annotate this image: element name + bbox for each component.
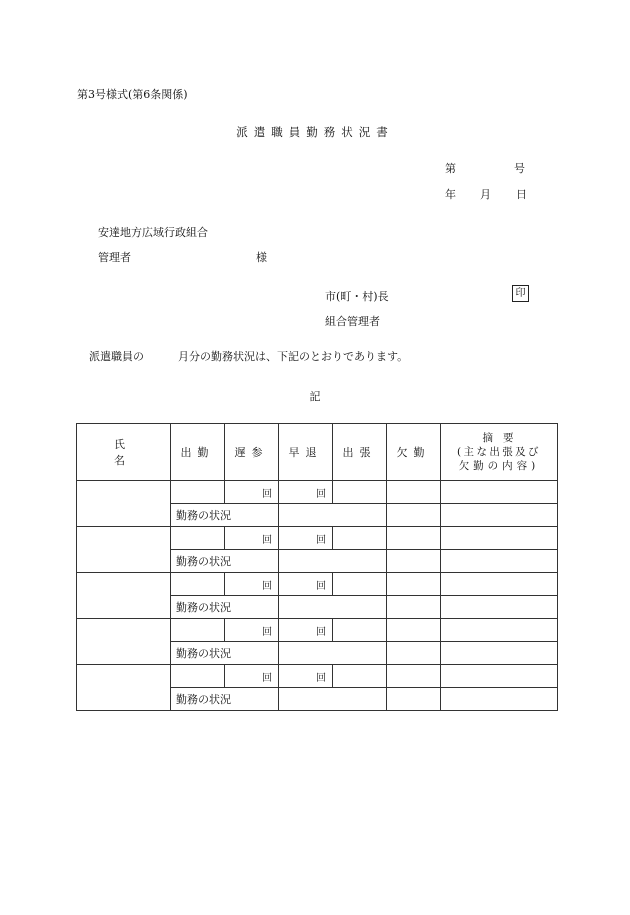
early-leave-count-cell[interactable]: 回 bbox=[279, 481, 333, 504]
absence-status-cell[interactable] bbox=[387, 688, 441, 711]
business-trip-cell[interactable] bbox=[333, 481, 387, 504]
document-title: 派遣職員勤務状況書 bbox=[236, 125, 394, 139]
header-early-leave: 早退 bbox=[279, 424, 333, 481]
sender-union-manager: 組合管理者 bbox=[325, 315, 380, 328]
header-business-trip: 出張 bbox=[333, 424, 387, 481]
late-count-cell[interactable]: 回 bbox=[225, 665, 279, 688]
addressee-organization: 安達地方広域行政組合 bbox=[98, 226, 208, 239]
absence-status-cell[interactable] bbox=[387, 550, 441, 573]
status-label: 勤務の状況 bbox=[171, 642, 279, 665]
late-count-cell[interactable]: 回 bbox=[225, 527, 279, 550]
status-label: 勤務の状況 bbox=[171, 688, 279, 711]
ki-heading: 記 bbox=[309, 390, 321, 403]
doc-number-label: 第 bbox=[445, 162, 456, 175]
attendance-cell[interactable] bbox=[171, 481, 225, 504]
remarks-status-cell[interactable] bbox=[441, 642, 558, 665]
early-leave-count-cell[interactable]: 回 bbox=[279, 619, 333, 642]
header-remarks bbox=[441, 424, 558, 481]
remarks-line1: (主な出張及び bbox=[457, 446, 541, 458]
name-cell[interactable] bbox=[77, 481, 171, 527]
absence-cell[interactable] bbox=[387, 665, 441, 688]
body-prefix: 派遣職員の bbox=[89, 350, 144, 363]
date-month-label: 月 bbox=[480, 188, 491, 201]
doc-number-suffix: 号 bbox=[514, 162, 525, 175]
header-late: 遅参 bbox=[225, 424, 279, 481]
late-count-cell[interactable]: 回 bbox=[225, 481, 279, 504]
absence-status-cell[interactable] bbox=[387, 642, 441, 665]
remarks-status-cell[interactable] bbox=[441, 504, 558, 527]
name-cell[interactable] bbox=[77, 527, 171, 573]
attendance-cell[interactable] bbox=[171, 619, 225, 642]
absence-cell[interactable] bbox=[387, 481, 441, 504]
remarks-status-cell[interactable] bbox=[441, 550, 558, 573]
name-cell[interactable] bbox=[77, 619, 171, 665]
table-row bbox=[77, 619, 558, 642]
date-day-label: 日 bbox=[516, 188, 527, 201]
early-leave-count-cell[interactable]: 回 bbox=[279, 665, 333, 688]
remarks-title: 摘要 bbox=[482, 432, 524, 444]
header-attendance: 出勤 bbox=[171, 424, 225, 481]
addressee-honorific: 様 bbox=[256, 251, 267, 264]
early-leave-count-cell[interactable]: 回 bbox=[279, 527, 333, 550]
name-cell[interactable] bbox=[77, 573, 171, 619]
status-cell[interactable] bbox=[279, 642, 387, 665]
attendance-table bbox=[76, 423, 558, 711]
business-trip-cell[interactable] bbox=[333, 619, 387, 642]
absence-cell[interactable] bbox=[387, 619, 441, 642]
business-trip-cell[interactable] bbox=[333, 527, 387, 550]
remarks-cell[interactable] bbox=[441, 481, 558, 504]
form-number: 第3号様式(第6条関係) bbox=[77, 88, 188, 101]
business-trip-cell[interactable] bbox=[333, 665, 387, 688]
remarks-line2: 欠勤の内容) bbox=[458, 460, 540, 472]
remarks-cell[interactable] bbox=[441, 619, 558, 642]
late-count-cell[interactable]: 回 bbox=[225, 573, 279, 596]
table-row bbox=[77, 481, 558, 504]
business-trip-cell[interactable] bbox=[333, 573, 387, 596]
sender-mayor: 市(町・村)長 bbox=[325, 290, 389, 303]
attendance-cell[interactable] bbox=[171, 665, 225, 688]
remarks-cell[interactable] bbox=[441, 527, 558, 550]
body-suffix: 月分の勤務状況は、下記のとおりであります。 bbox=[178, 350, 409, 363]
attendance-cell[interactable] bbox=[171, 527, 225, 550]
seal-mark: 印 bbox=[512, 285, 529, 302]
status-cell[interactable] bbox=[279, 688, 387, 711]
remarks-cell[interactable] bbox=[441, 665, 558, 688]
status-cell[interactable] bbox=[279, 504, 387, 527]
late-count-cell[interactable]: 回 bbox=[225, 619, 279, 642]
table-row bbox=[77, 573, 558, 596]
table-header-row bbox=[77, 424, 558, 481]
absence-status-cell[interactable] bbox=[387, 596, 441, 619]
remarks-cell[interactable] bbox=[441, 573, 558, 596]
status-cell[interactable] bbox=[279, 550, 387, 573]
status-label: 勤務の状況 bbox=[171, 596, 279, 619]
absence-cell[interactable] bbox=[387, 527, 441, 550]
attendance-cell[interactable] bbox=[171, 573, 225, 596]
absence-status-cell[interactable] bbox=[387, 504, 441, 527]
body-text bbox=[89, 348, 408, 364]
table-row bbox=[77, 527, 558, 550]
status-label: 勤務の状況 bbox=[171, 550, 279, 573]
header-absence: 欠勤 bbox=[387, 424, 441, 481]
remarks-status-cell[interactable] bbox=[441, 688, 558, 711]
addressee-manager: 管理者 bbox=[98, 251, 131, 264]
header-name: 氏名 bbox=[77, 424, 171, 481]
absence-cell[interactable] bbox=[387, 573, 441, 596]
table-row bbox=[77, 665, 558, 688]
status-cell[interactable] bbox=[279, 596, 387, 619]
early-leave-count-cell[interactable]: 回 bbox=[279, 573, 333, 596]
status-label: 勤務の状況 bbox=[171, 504, 279, 527]
date-year-label: 年 bbox=[445, 188, 456, 201]
name-cell[interactable] bbox=[77, 665, 171, 711]
remarks-status-cell[interactable] bbox=[441, 596, 558, 619]
